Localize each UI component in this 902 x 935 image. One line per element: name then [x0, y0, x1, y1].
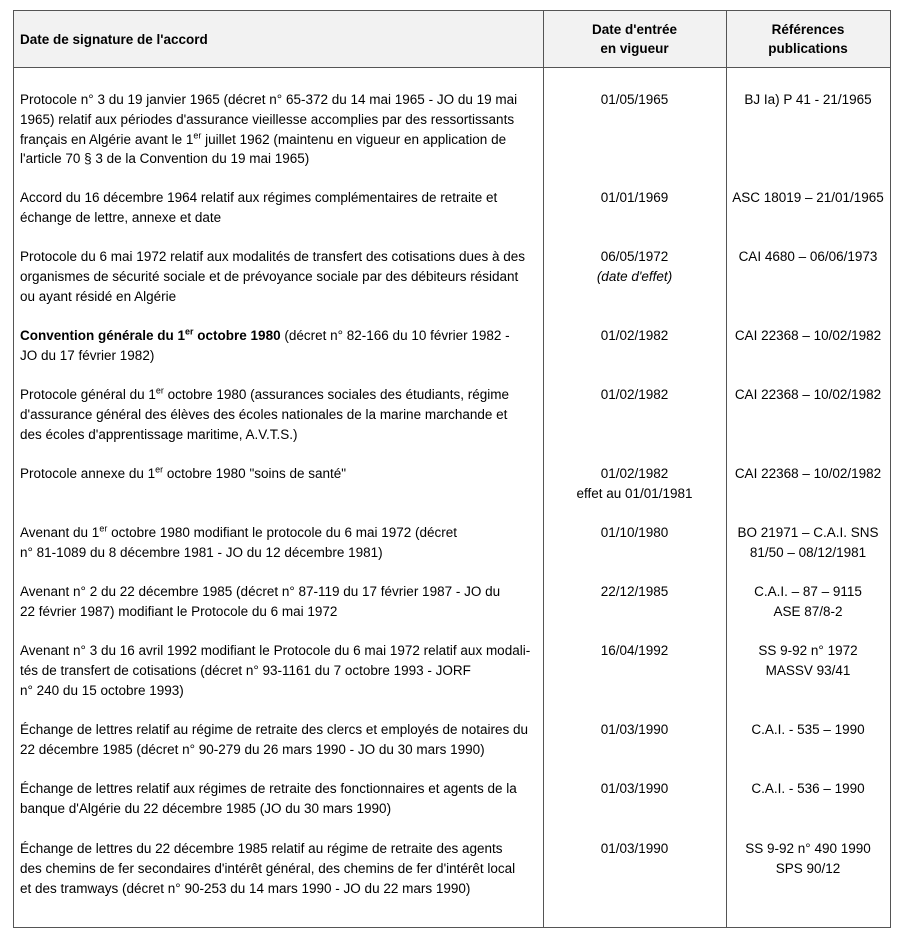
date-value: 06/05/1972	[600, 249, 669, 264]
text-line: Protocole n° 3 du 19 janvier 1965 (décret n° 65-372 du 14 mai 1965 - JO du 19 mai	[20, 92, 518, 107]
text-line: des chemins de fer secondaires d'intérêt général, des chemins de fer d'intérêt local	[20, 860, 516, 876]
date-value: 01/03/1990	[600, 722, 669, 737]
text-line: Protocole du 6 mai 1972 relatif aux modalités de transfert des cotisations dues à des	[20, 249, 526, 264]
agreement-text	[20, 582, 541, 622]
entry-date	[543, 582, 726, 602]
header-col3-line2: publications	[768, 41, 848, 56]
agreement-text	[20, 464, 541, 484]
agreement-text	[20, 247, 541, 306]
text-line: 22 février 1987) modifiant le Protocole du 6 mai 1972	[20, 603, 338, 619]
bold-title-suffix: octobre 1980	[193, 328, 281, 343]
text-fragment: octobre 1980 modifiant le protocole du 6 mai 1972 (décret	[107, 525, 458, 540]
entry-date	[543, 385, 726, 405]
publication-reference	[726, 385, 890, 405]
entry-date	[543, 720, 726, 740]
text-line: n° 81-1089 du 8 décembre 1981 - JO du 12 décembre 1981)	[20, 544, 383, 560]
date-value: 16/04/1992	[600, 643, 669, 658]
text-fragment: français en Algérie avant le 1	[20, 131, 194, 147]
publication-reference	[726, 326, 890, 346]
agreement-text	[20, 385, 541, 444]
entry-date	[543, 90, 726, 110]
reference-value: CAI 4680 – 06/06/1973	[738, 249, 878, 264]
text-line: Échange de lettres relatif aux régimes de retraite des fonctionnaires et agents de la	[20, 781, 517, 796]
reference-value-2: ASE 87/8-2	[773, 603, 843, 619]
publication-reference	[726, 464, 890, 484]
publication-reference	[726, 779, 890, 799]
header-col3-line1: Références	[771, 22, 845, 37]
reference-value-2: MASSV 93/41	[765, 662, 851, 678]
date-value: 01/02/1982	[600, 387, 669, 402]
reference-value: BO 21971 – C.A.I. SNS	[737, 525, 879, 540]
text-fragment: Protocole général du 1	[20, 387, 156, 402]
text-line: d'assurance général des élèves des écoles nationales de la marine marchande et	[20, 406, 508, 422]
publication-reference	[726, 523, 890, 563]
publication-reference	[726, 720, 890, 740]
date-value: 01/02/1982	[600, 328, 669, 343]
date-value: 22/12/1985	[600, 584, 669, 599]
text-fragment: Protocole annexe du 1	[20, 466, 156, 481]
reference-value: SS 9-92 n° 490 1990	[745, 841, 871, 856]
text-line: Accord du 16 décembre 1964 relatif aux régimes complémentaires de retraite et	[20, 190, 498, 205]
agreement-text	[20, 90, 541, 169]
text-line: des écoles d'apprentissage maritime, A.V.T.S.)	[20, 426, 298, 442]
agreement-text	[20, 326, 541, 366]
header-divider	[14, 67, 890, 68]
text-fragment: juillet 1962 (maintenu en vigueur en application de	[201, 131, 507, 147]
text-line: ou ayant résidé en Algérie	[20, 288, 177, 304]
reference-value: CAI 22368 – 10/02/1982	[734, 466, 882, 481]
entry-date	[543, 523, 726, 543]
date-value: 01/03/1990	[600, 841, 669, 856]
text-line: tés de transfert de cotisations (décret n° 93-1161 du 7 octobre 1993 - JORF	[20, 662, 471, 678]
date-note: effet au 01/01/1981	[576, 485, 693, 501]
header-col2-line2: en vigueur	[600, 41, 669, 56]
header-col1-label: Date de signature de l'accord	[20, 31, 208, 47]
text-line: et des tramways (décret n° 90-253 du 14 mars 1990 - JO du 22 mars 1990)	[20, 880, 471, 896]
entry-date	[543, 247, 726, 287]
text-line: Échange de lettres relatif au régime de retraite des clercs et employés de notaires du	[20, 722, 529, 737]
date-value: 01/03/1990	[600, 781, 669, 796]
publication-reference	[726, 247, 890, 267]
reference-value: C.A.I. – 87 – 9115	[754, 584, 862, 599]
text-line: échange de lettre, annexe et date	[20, 209, 222, 225]
reference-value: BJ Ia) P 41 - 21/1965	[744, 92, 872, 107]
publication-reference	[726, 582, 890, 622]
reference-value: C.A.I. - 535 – 1990	[751, 722, 865, 737]
superscript: er	[155, 385, 164, 396]
agreement-text	[20, 641, 541, 700]
publication-reference	[726, 641, 890, 681]
superscript: er	[155, 464, 164, 475]
text-line	[20, 130, 541, 150]
text-line: Avenant n° 3 du 16 avril 1992 modifiant le Protocole du 6 mai 1972 relatif aux modali-	[20, 643, 531, 658]
text-line	[20, 464, 541, 484]
text-line: Échange de lettres du 22 décembre 1985 relatif au régime de retraite des agents	[20, 841, 503, 856]
reference-value: CAI 22368 – 10/02/1982	[734, 328, 882, 343]
text-line: JO du 17 février 1982)	[20, 347, 155, 363]
entry-date	[543, 839, 726, 859]
superscript: er	[193, 130, 202, 141]
publication-reference	[726, 839, 890, 879]
text-line: l'article 70 § 3 de la Convention du 19 mai 1965)	[20, 151, 310, 167]
header-date-signature	[14, 11, 543, 67]
entry-date	[543, 779, 726, 799]
entry-date	[543, 326, 726, 346]
text-fragment: (décret n° 82-166 du 10 février 1982 -	[280, 328, 510, 343]
agreement-text	[20, 839, 541, 898]
text-line: n° 240 du 15 octobre 1993)	[20, 682, 184, 698]
bold-title: Convention générale du 1	[20, 328, 186, 343]
publication-reference	[726, 188, 890, 208]
text-line	[20, 326, 541, 346]
agreement-text	[20, 779, 541, 819]
entry-date	[543, 641, 726, 661]
date-value: 01/10/1980	[600, 525, 669, 540]
header-date-entree	[543, 11, 726, 67]
reference-value: CAI 22368 – 10/02/1982	[734, 387, 882, 402]
agreements-table	[13, 10, 891, 928]
agreement-text	[20, 523, 541, 563]
reference-value-2: 81/50 – 08/12/1981	[749, 544, 867, 560]
date-value: 01/05/1965	[600, 92, 669, 107]
header-col2-line1: Date d'entrée	[592, 22, 677, 37]
text-line	[20, 523, 541, 543]
entry-date	[543, 188, 726, 208]
text-line: Avenant n° 2 du 22 décembre 1985 (décret n° 87-119 du 17 février 1987 - JO du	[20, 584, 501, 599]
reference-value-2: SPS 90/12	[775, 860, 841, 876]
publication-reference	[726, 90, 890, 110]
reference-value: C.A.I. - 536 – 1990	[751, 781, 865, 796]
agreement-text	[20, 720, 541, 760]
superscript: er	[185, 326, 194, 337]
date-value: 01/01/1969	[600, 190, 669, 205]
agreement-text	[20, 188, 541, 228]
text-line	[20, 385, 541, 405]
header-references	[726, 11, 890, 67]
text-line: banque d'Algérie du 22 décembre 1985 (JO du 30 mars 1990)	[20, 800, 392, 816]
text-line: 22 décembre 1985 (décret n° 90-279 du 26 mars 1990 - JO du 30 mars 1990)	[20, 741, 485, 757]
entry-date	[543, 464, 726, 504]
reference-value: SS 9-92 n° 1972	[758, 643, 858, 658]
text-line: organismes de sécurité sociale et de prévoyance sociale par des débiteurs résidant	[20, 268, 519, 284]
text-fragment: octobre 1980 "soins de santé"	[163, 466, 347, 481]
text-fragment: Avenant du 1	[20, 525, 100, 540]
text-line: 1965) relatif aux périodes d'assurance vieillesse accomplies par des ressortissants	[20, 111, 515, 127]
date-value: 01/02/1982	[600, 466, 669, 481]
text-fragment: octobre 1980 (assurances sociales des étudiants, régime	[163, 387, 510, 402]
date-note: (date d'effet)	[596, 268, 673, 284]
superscript: er	[99, 523, 108, 534]
reference-value: ASC 18019 – 21/01/1965	[732, 190, 884, 205]
